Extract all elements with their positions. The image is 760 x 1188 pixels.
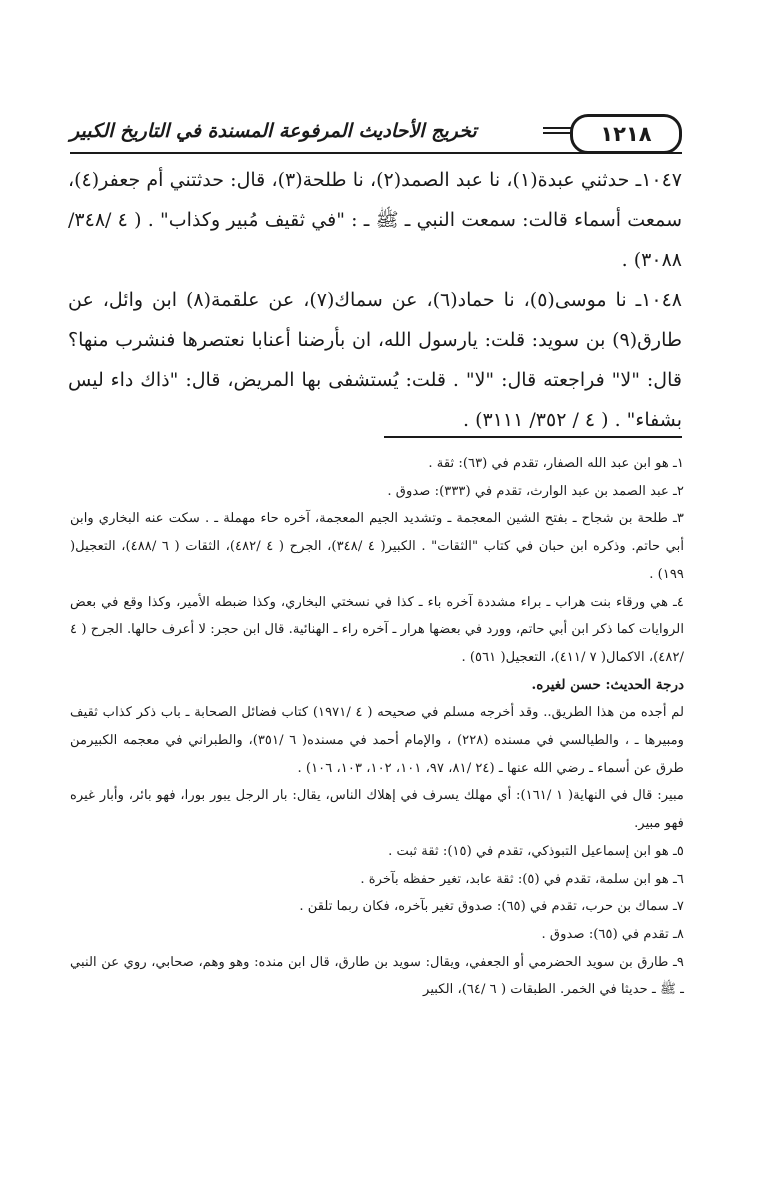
- footnote-3: ٣ـ طلحة بن شجاح ـ بفتح الشين المعجمة ـ وتشديد الجيم المعجمة، آخره حاء مهملة ـ . سكت عنه البخاري وابن أبي حاتم. وذكره ابن حبان في كتاب "الثقات" . الكبير( ٤ /٣٤٨)، الجرح ( ٤ /٤٨٢)، الثقات ( ٦ /٤٨٨)، التعجيل( ١٩٩) .: [70, 511, 685, 582]
- header-rule: [70, 152, 682, 154]
- footnote-divider: [384, 436, 682, 438]
- footnote-6: ٦ـ هو ابن سلمة، تقدم في (٥): ثقة عابد، تغير حفظه بآخرة .: [360, 871, 684, 887]
- running-title: تخريج الأحاديث المرفوعة المسندة في التاريخ الكبير: [70, 120, 477, 142]
- footnote-1: ١ـ هو ابن عبد الله الصفار، تقدم في (٦٣): ثقة .: [428, 456, 684, 471]
- page-number: ١٢١٨: [570, 114, 682, 154]
- hadith-1047: ١٠٤٧ـ حدثني عبدة(١)، نا عبد الصمد(٢)، نا طلحة(٣)، قال: حدثتني أم جعفر(٤)، سمعت أسماء قالت: سمعت النبي ـ ﷺ ـ : "في ثقيف مُبير وكذاب" . ( ٤ /٣٤٨/ ٣٠٨٨) .: [68, 169, 683, 271]
- main-text: [68, 160, 682, 440]
- footnote-5: ٥ـ هو ابن إسماعيل التبوذكي، تقدم في (١٥): ثقة ثبت .: [388, 843, 684, 859]
- footnote-4: ٤ـ هي ورقاء بنت هراب ـ براء مشددة آخره باء ـ كذا في نسختي البخاري، وكذا ضبطه الأمير، وكذا وقع في بعض الروايات كما ذكر ابن أبي حاتم، وورد في بعضها هرار ـ آخره راء ـ الهنائية. قال ابن حجر: لا أعرف حالها. الجرح ( ٤ /٤٨٢)، الاكمال( ٧ /٤١١)، التعجيل( ٥٦١) .: [70, 594, 684, 665]
- page-header: [70, 112, 682, 154]
- grade-heading: درجة الحديث: حسن لغيره.: [531, 676, 684, 693]
- footnote-2: ٢ـ عبد الصمد بن عبد الوارث، تقدم في (٣٣٣): صدوق .: [387, 483, 684, 499]
- header-ornament: [543, 127, 573, 137]
- footnote-7: ٧ـ سماك بن حرب، تقدم في (٦٥): صدوق تغير بآخره، فكان ربما تلقن .: [299, 899, 684, 915]
- grade-paragraph: لم أجده من هذا الطريق.. وقد أخرجه مسلم في صحيحه ( ٤ /١٩٧١) كتاب فضائل الصحابة ـ باب ذكر كذاب ثقيف ومبيرها ـ ، والطيالسي في مسنده (٢٢٨) ، والإمام أحمد في مسنده( ٦ /٣٥١)، والطبراني في معجمه الكبيرمن طرق عن أسماء ـ رضي الله عنها ـ (٢٤ /٨١، ٩٧، ١٠١، ١٠٢، ١٠٣، ١٠٦) .: [70, 705, 685, 776]
- hadith-1048: ١٠٤٨ـ نا موسى(٥)، نا حماد(٦)، عن سماك(٧)، عن علقمة(٨) ابن وائل، عن طارق(٩) بن سويد: قلت: يارسول الله، ان بأرضنا أعنابا نعتصرها فنشرب منها؟ قال: "لا" فراجعته قال: "لا" . قلت: يُستشفى بها المريض، قال: "ذاك داء ليس بشفاء" . ( ٤ / ٣٥٢/ ٣١١١) .: [68, 289, 682, 431]
- footnotes: [70, 450, 684, 1004]
- footnote-8: ٨ـ تقدم في (٦٥): صدوق .: [541, 926, 684, 942]
- footnote-9: ٩ـ طارق بن سويد الحضرمي أو الجعفي، ويقال: سويد بن طارق، قال ابن منده: وهو وهم، صحابي، روي عن النبي ـ ﷺ ـ حديثا في الخمر. الطبقات ( ٦ /٦٤)، الكبير: [70, 954, 684, 998]
- gloss-paragraph: مبير: قال في النهاية( ١ /١٦١): أي مهلك يسرف في إهلاك الناس، يقال: بار الرجل يبور بورا، فهو بائر، وأبار غيره فهو مبير.: [70, 788, 684, 832]
